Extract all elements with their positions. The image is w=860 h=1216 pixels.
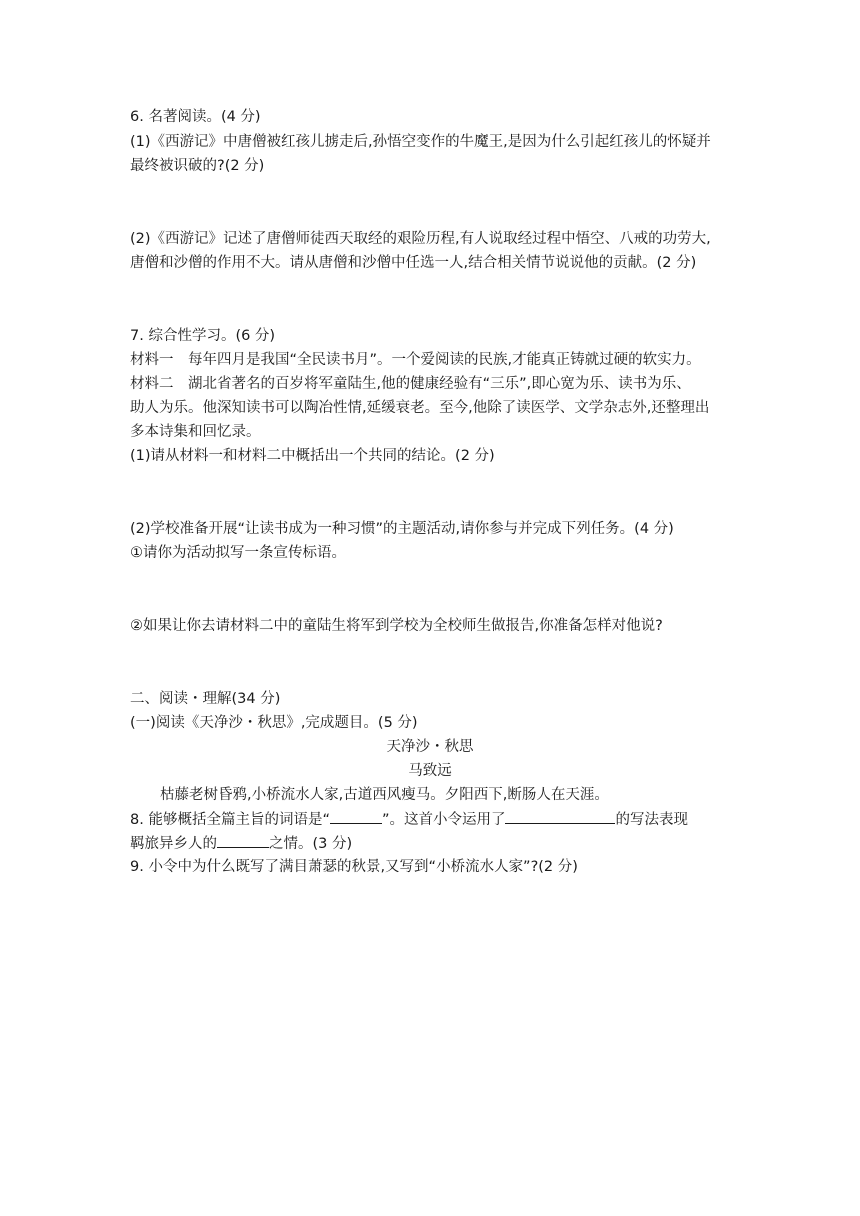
q6-part2-line2: 唐僧和沙僧的作用不大。请从唐僧和沙僧中任选一人,结合相关情节说说他的贡献。(2 分) [130, 255, 697, 271]
q7-material1: 材料一 每年四月是我国“全民读书月”。一个爱阅读的民族,才能真正铸就过硬的软实力。 [130, 352, 701, 368]
q8-line2-a: 羁旅异乡人的 [130, 836, 217, 852]
q8-text-a: 8. 能够概括全篇主旨的词语是“ [130, 812, 330, 828]
poem-title: 天净沙・秋思 [386, 739, 474, 755]
q7-material2-line1: 材料二 湖北省著名的百岁将军童陆生,他的健康经验有“三乐”,即心宽为乐、读书为乐、 [130, 376, 691, 392]
q6-heading: 6. 名著阅读。(4 分) [130, 109, 261, 125]
q6-part2-line1: (2)《西游记》记述了唐僧师徒西天取经的艰险历程,有人说取经过程中悟空、八戒的功劳大, [130, 231, 711, 247]
q8-text-b: ”。这首小令运用了 [381, 812, 506, 828]
q8-blank-emotion[interactable] [217, 833, 269, 848]
q8-blank-keyword[interactable] [330, 809, 382, 824]
section2-part1: (一)阅读《天净沙・秋思》,完成题目。(5 分) [130, 715, 418, 731]
q7-task1: ①请你为活动拟写一条宣传标语。 [130, 545, 346, 561]
poem-body: 枯藤老树昏鸦,小桥流水人家,古道西风瘦马。夕阳西下,断肠人在天涯。 [160, 787, 609, 803]
q8-line2-b: 之情。(3 分) [269, 836, 353, 852]
q6-part1-line2: 最终被识破的?(2 分) [130, 158, 265, 174]
q8-line2 [130, 833, 352, 855]
q7-heading: 7. 综合性学习。(6 分) [130, 328, 276, 344]
q8-blank-technique[interactable] [505, 809, 615, 824]
q9-text: 9. 小令中为什么既写了满目萧瑟的秋景,又写到“小桥流水人家”?(2 分) [130, 859, 578, 875]
q7-material2-line3: 多本诗集和回忆录。 [130, 424, 261, 440]
q7-material2-line2: 助人为乐。他深知读书可以陶冶性情,延缓衰老。至今,他除了读医学、文学杂志外,还整理出 [130, 400, 710, 416]
q7-sub2: (2)学校准备开展“让读书成为一种习惯”的主题活动,请你参与并完成下列任务。(4 分) [130, 521, 674, 537]
poem-author: 马致远 [408, 763, 452, 779]
q7-task2: ②如果让你去请材料二中的童陆生将军到学校为全校师生做报告,你准备怎样对他说? [130, 618, 663, 634]
q6-part1-line1: (1)《西游记》中唐僧被红孩儿掳走后,孙悟空变作的牛魔王,是因为什么引起红孩儿的怀疑并 [130, 134, 711, 150]
q8-line1 [130, 809, 688, 831]
section2-heading: 二、阅读・理解(34 分) [130, 691, 281, 707]
q7-sub1: (1)请从材料一和材料二中概括出一个共同的结论。(2 分) [130, 448, 495, 464]
q8-text-c: 的写法表现 [615, 812, 688, 828]
